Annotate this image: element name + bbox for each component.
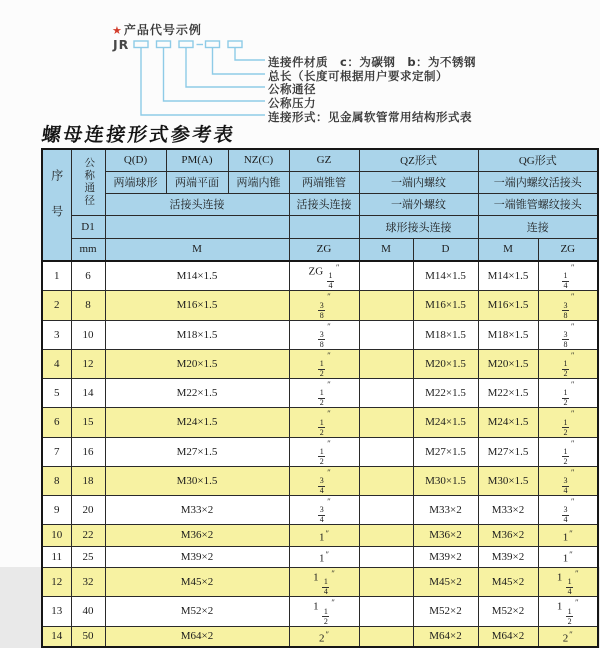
nut-connection-reference-table xyxy=(41,148,599,648)
table-row xyxy=(42,525,598,546)
cell-m-thread: M39×2 xyxy=(105,546,289,567)
cell-qg-m: M22×1.5 xyxy=(478,379,538,408)
cell-seq: 3 xyxy=(42,320,71,349)
code-box-3 xyxy=(179,41,193,48)
cell-mm: 16 xyxy=(71,437,105,466)
header-d1: D1 xyxy=(71,215,105,238)
inch-mark: ″ xyxy=(571,320,575,331)
inch-mark: ″ xyxy=(569,549,573,559)
cell-seq: 2 xyxy=(42,291,71,320)
fraction: $\frac{1}{2}$ xyxy=(319,359,324,378)
cell-qg-zg xyxy=(538,408,598,437)
header-row-3 xyxy=(42,193,598,215)
header-gz-ends: 两端锥管 xyxy=(289,171,359,193)
cell-qg-zg: 1 $\frac{1}{4}$ ″ xyxy=(538,568,598,597)
cell-qz-m xyxy=(359,525,413,546)
fraction: $\frac{1}{4}$ xyxy=(328,271,333,291)
header-qz-row4: 球形接头连接 xyxy=(359,215,478,238)
inch-mark: ″ xyxy=(325,628,330,639)
header-empty-m xyxy=(105,215,289,238)
inch-mark: ″ xyxy=(327,349,331,360)
cell-m-thread: M33×2 xyxy=(105,496,289,525)
cell-qz-d: M18×1.5 xyxy=(413,320,478,349)
cell-m-thread: M14×1.5 xyxy=(105,261,289,291)
header-q: Q(D) xyxy=(105,149,166,171)
cell-qg-m: M39×2 xyxy=(478,546,538,567)
cell-qg-zg: 1″ xyxy=(538,525,598,546)
inch-mark: ″ xyxy=(327,408,331,419)
cell-qz-m xyxy=(359,496,413,525)
leader-line-material xyxy=(235,48,265,61)
cell-seq: 14 xyxy=(42,626,71,647)
header-qg-zg: ZG xyxy=(538,238,598,261)
fraction: $\frac{1}{2}$ xyxy=(319,388,324,408)
cell-qz-m xyxy=(359,437,413,466)
header-qz-row2: 一端内螺纹 xyxy=(359,171,478,193)
header-row-1 xyxy=(42,149,598,171)
fraction: $\frac{1}{2}$ xyxy=(563,388,568,408)
diagram-title-text: 产品代号示例 xyxy=(123,23,202,37)
cell-gz-zg xyxy=(289,466,359,495)
inch-mark: ″ xyxy=(327,291,331,302)
header-qg-row4: 连接 xyxy=(478,215,598,238)
cell-mm: 6 xyxy=(71,261,105,291)
inch-mark: ″ xyxy=(571,496,575,506)
cell-qg-m: M45×2 xyxy=(478,568,538,597)
table-header xyxy=(42,149,598,261)
cell-mm: 12 xyxy=(71,349,105,378)
header-gz-connection: 活接头连接 xyxy=(289,193,359,215)
cell-qz-d: M36×2 xyxy=(413,525,478,546)
cell-gz-zg xyxy=(289,320,359,349)
cell-seq: 6 xyxy=(42,408,71,437)
cell-qz-d: M16×1.5 xyxy=(413,291,478,320)
inch-mark: ″ xyxy=(327,379,331,389)
fraction: $\frac{1}{2}$ xyxy=(567,606,572,626)
fraction: $\frac{3}{8}$ xyxy=(319,300,324,320)
header-row-5 xyxy=(42,238,598,261)
header-m-unit: M xyxy=(105,238,289,261)
fraction: $\frac{3}{4}$ xyxy=(563,505,568,525)
fraction: $\frac{3}{8}$ xyxy=(319,329,324,349)
cell-qg-m: M24×1.5 xyxy=(478,408,538,437)
header-pm-ends: 两端平面 xyxy=(166,171,228,193)
cell-qg-m: M33×2 xyxy=(478,496,538,525)
header-gz-unit: ZG xyxy=(289,238,359,261)
cell-qg-m: M36×2 xyxy=(478,525,538,546)
cell-seq: 8 xyxy=(42,466,71,495)
cell-mm: 18 xyxy=(71,466,105,495)
cell-m-thread: M64×2 xyxy=(105,626,289,647)
table-row xyxy=(42,349,598,378)
cell-gz-zg: ZG $\frac{1}{4}$ ″ xyxy=(289,261,359,291)
cell-seq: 4 xyxy=(42,349,71,378)
cell-seq: 7 xyxy=(42,437,71,466)
code-box-4 xyxy=(206,41,220,48)
code-box-2 xyxy=(157,41,171,48)
cell-seq: 13 xyxy=(42,597,71,626)
cell-qg-m: M20×1.5 xyxy=(478,349,538,378)
inch-mark: ″ xyxy=(331,597,335,608)
cell-qg-zg: 1″ xyxy=(538,546,598,567)
cell-mm: 14 xyxy=(71,379,105,408)
cell-mm: 10 xyxy=(71,320,105,349)
cell-qz-m xyxy=(359,568,413,597)
table-row xyxy=(42,496,598,525)
cell-m-thread: M30×1.5 xyxy=(105,466,289,495)
cell-qg-zg xyxy=(538,437,598,466)
header-mm: mm xyxy=(71,238,105,261)
table-row xyxy=(42,466,598,495)
cell-qg-zg xyxy=(538,349,598,378)
cell-mm: 15 xyxy=(71,408,105,437)
fraction: $\frac{1}{4}$ xyxy=(563,271,568,291)
fraction: $\frac{1}{2}$ xyxy=(563,446,568,466)
code-box-1 xyxy=(134,41,148,48)
cell-qz-d: M52×2 xyxy=(413,597,478,626)
fraction: $\frac{3}{4}$ xyxy=(563,476,568,495)
cell-qz-m xyxy=(359,320,413,349)
cell-mm: 22 xyxy=(71,525,105,546)
cell-seq: 10 xyxy=(42,525,71,546)
cell-qg-zg xyxy=(538,291,598,320)
diagram-label-pressure: 公称压力 xyxy=(268,96,316,110)
diagram-label-material: 连接件材质 c：为碳钢 b：为不锈钢 xyxy=(268,55,477,69)
inch-mark: ″ xyxy=(327,320,331,331)
cell-qz-m xyxy=(359,379,413,408)
inch-mark: ″ xyxy=(571,437,575,448)
inch-mark: ″ xyxy=(571,262,575,272)
table-row xyxy=(42,626,598,647)
cell-qz-d: M27×1.5 xyxy=(413,437,478,466)
header-nz: NZ(C) xyxy=(228,149,289,171)
cell-seq: 1 xyxy=(42,261,71,291)
cell-m-thread: M20×1.5 xyxy=(105,349,289,378)
fraction: $\frac{3}{4}$ xyxy=(319,476,324,495)
cell-seq: 11 xyxy=(42,546,71,567)
cell-qg-zg xyxy=(538,320,598,349)
star-icon: ★ xyxy=(112,24,122,37)
diagram-label-connection: 连接形式：见金属软管常用结构形式表 xyxy=(268,110,472,124)
fraction: $\frac{1}{4}$ xyxy=(567,577,572,597)
cell-seq: 12 xyxy=(42,568,71,597)
inch-mark: ″ xyxy=(571,291,575,302)
header-q-ends: 两端球形 xyxy=(105,171,166,193)
table-row xyxy=(42,261,598,291)
cell-m-thread: M16×1.5 xyxy=(105,291,289,320)
cell-gz-zg: 1″ xyxy=(289,525,359,546)
cell-gz-zg: 1 $\frac{1}{2}$ ″ xyxy=(289,597,359,626)
diagram-title xyxy=(112,21,202,38)
cell-mm: 32 xyxy=(71,568,105,597)
cell-qg-zg xyxy=(538,379,598,408)
leader-line-length xyxy=(213,48,266,75)
cell-qz-d: M64×2 xyxy=(413,626,478,647)
table-row xyxy=(42,320,598,349)
cell-qg-m: M30×1.5 xyxy=(478,466,538,495)
inch-mark: ″ xyxy=(569,527,573,538)
cell-qg-m: M52×2 xyxy=(478,597,538,626)
inch-mark: ″ xyxy=(571,408,575,419)
header-row-4 xyxy=(42,215,598,238)
cell-gz-zg: 1 $\frac{1}{4}$ ″ xyxy=(289,568,359,597)
fraction: $\frac{3}{4}$ xyxy=(319,505,324,525)
cell-m-thread: M52×2 xyxy=(105,597,289,626)
header-nz-ends: 两端内锥 xyxy=(228,171,289,193)
cell-qg-zg xyxy=(538,261,598,291)
cell-qg-zg: 1 $\frac{1}{2}$ ″ xyxy=(538,597,598,626)
diagram-label-length: 总长（长度可根据用户要求定制） xyxy=(268,69,448,83)
header-qz-form: QZ形式 xyxy=(359,149,478,171)
cell-gz-zg xyxy=(289,379,359,408)
cell-gz-zg xyxy=(289,349,359,378)
cell-qz-m xyxy=(359,349,413,378)
cell-qz-d: M45×2 xyxy=(413,568,478,597)
cell-qg-m: M18×1.5 xyxy=(478,320,538,349)
cell-qg-m: M16×1.5 xyxy=(478,291,538,320)
cell-qz-m xyxy=(359,626,413,647)
cell-gz-zg: 1″ xyxy=(289,546,359,567)
header-qz-m: M xyxy=(359,238,413,261)
inch-mark: ″ xyxy=(325,527,330,538)
header-empty-gz xyxy=(289,215,359,238)
cell-qz-m xyxy=(359,546,413,567)
inch-mark: ″ xyxy=(327,437,331,448)
fraction: $\frac{1}{4}$ xyxy=(323,577,328,597)
fraction: $\frac{3}{8}$ xyxy=(563,329,568,349)
inch-mark: ″ xyxy=(575,568,579,579)
table-row xyxy=(42,546,598,567)
inch-mark: ″ xyxy=(569,628,573,639)
cell-qg-m: M64×2 xyxy=(478,626,538,647)
cell-gz-zg xyxy=(289,496,359,525)
cell-mm: 20 xyxy=(71,496,105,525)
cell-mm: 8 xyxy=(71,291,105,320)
cell-qz-d: M30×1.5 xyxy=(413,466,478,495)
cell-m-thread: M18×1.5 xyxy=(105,320,289,349)
inch-mark: ″ xyxy=(571,466,575,477)
table-row xyxy=(42,291,598,320)
cell-qg-zg xyxy=(538,466,598,495)
header-row-2 xyxy=(42,171,598,193)
header-nominal-diameter: 公称通径 xyxy=(71,149,105,215)
table-row xyxy=(42,379,598,408)
header-seq: 序号 xyxy=(42,149,71,261)
cell-seq: 9 xyxy=(42,496,71,525)
inch-mark: ″ xyxy=(327,466,331,477)
cell-mm: 25 xyxy=(71,546,105,567)
cell-qz-d: M33×2 xyxy=(413,496,478,525)
leader-line-diameter xyxy=(186,48,265,88)
cell-mm: 50 xyxy=(71,626,105,647)
inch-mark: ″ xyxy=(331,568,335,579)
table-row xyxy=(42,437,598,466)
cell-qg-m: M27×1.5 xyxy=(478,437,538,466)
cell-m-thread: M36×2 xyxy=(105,525,289,546)
cell-m-thread: M22×1.5 xyxy=(105,379,289,408)
header-qg-row2: 一端内螺纹活接头 xyxy=(478,171,598,193)
fraction: $\frac{1}{2}$ xyxy=(563,359,568,378)
cell-gz-zg xyxy=(289,437,359,466)
cell-m-thread: M45×2 xyxy=(105,568,289,597)
fraction: $\frac{1}{2}$ xyxy=(563,417,568,437)
cell-qg-zg: 2″ xyxy=(538,626,598,647)
inch-mark: ″ xyxy=(327,496,331,506)
fraction: $\frac{1}{2}$ xyxy=(319,446,324,466)
cell-gz-zg xyxy=(289,291,359,320)
cell-qz-d: M24×1.5 xyxy=(413,408,478,437)
leader-line-connection xyxy=(141,48,265,116)
cell-m-thread: M24×1.5 xyxy=(105,408,289,437)
table-row xyxy=(42,597,598,626)
fraction: $\frac{1}{2}$ xyxy=(323,606,328,626)
table-row xyxy=(42,408,598,437)
cell-qz-d: M20×1.5 xyxy=(413,349,478,378)
cell-gz-zg xyxy=(289,408,359,437)
cell-qz-m xyxy=(359,466,413,495)
cell-m-thread: M27×1.5 xyxy=(105,437,289,466)
inch-mark: ″ xyxy=(335,262,340,272)
inch-mark: ″ xyxy=(325,549,330,559)
cell-gz-zg: 2″ xyxy=(289,626,359,647)
cell-qg-m: M14×1.5 xyxy=(478,261,538,291)
cell-qz-m xyxy=(359,597,413,626)
cell-qz-d: M22×1.5 xyxy=(413,379,478,408)
header-qg-row3: 一端锥管螺纹接头 xyxy=(478,193,598,215)
code-box-5 xyxy=(228,41,242,48)
inch-mark: ″ xyxy=(575,597,579,608)
cell-qz-m xyxy=(359,291,413,320)
table-body xyxy=(42,261,598,647)
table-row xyxy=(42,568,598,597)
inch-mark: ″ xyxy=(571,349,575,360)
header-union-connection: 活接头连接 xyxy=(105,193,289,215)
header-gz: GZ xyxy=(289,149,359,171)
cell-qz-m xyxy=(359,261,413,291)
fraction: $\frac{1}{2}$ xyxy=(319,417,324,437)
cell-qz-d: M39×2 xyxy=(413,546,478,567)
header-pm: PM(A) xyxy=(166,149,228,171)
table-title: 螺母连接形式参考表 xyxy=(40,125,237,146)
cell-qz-m xyxy=(359,408,413,437)
cell-qz-d: M14×1.5 xyxy=(413,261,478,291)
inch-mark: ″ xyxy=(571,379,575,389)
fraction: $\frac{3}{8}$ xyxy=(563,300,568,320)
product-code-prefix: JR xyxy=(113,37,130,52)
header-qg-form: QG形式 xyxy=(478,149,598,171)
diagram-label-diameter: 公称通径 xyxy=(268,82,316,96)
cell-mm: 40 xyxy=(71,597,105,626)
header-qz-d: D xyxy=(413,238,478,261)
header-qg-m: M xyxy=(478,238,538,261)
cell-qg-zg xyxy=(538,496,598,525)
cell-seq: 5 xyxy=(42,379,71,408)
header-qz-row3: 一端外螺纹 xyxy=(359,193,478,215)
